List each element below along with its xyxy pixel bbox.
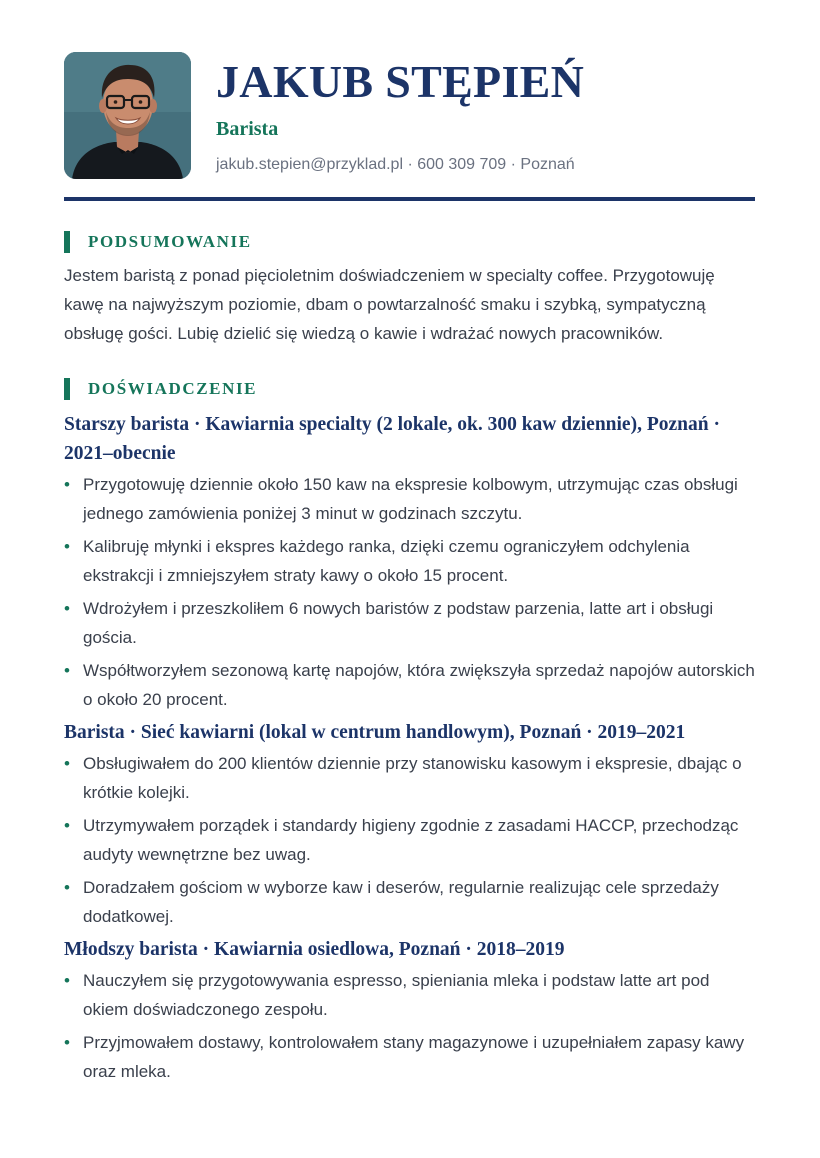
header-text	[216, 52, 584, 175]
candidate-name: JAKUB STĘPIEŃ	[216, 56, 585, 107]
bullet-item	[64, 594, 755, 652]
bullet-text: Przyjmowałem dostawy, kontrolowałem stany magazynowe i uzupełniałem zapasy kawy oraz mleka.	[83, 1033, 745, 1081]
bullet-item	[64, 532, 755, 590]
bullet-text: Obsługiwałem do 200 klientów dziennie przy stanowisku kasowym i ekspresie, dbając o krótkie kolejki.	[83, 754, 742, 802]
bullet-dot-icon: •	[64, 816, 70, 835]
job-heading: Młodszy barista · Kawiarnia osiedlowa, Poznań · 2018–2019	[64, 939, 565, 960]
bullet-dot-icon: •	[64, 537, 70, 556]
bullet-text: Utrzymywałem porządek i standardy higieny zgodnie z zasadami HACCP, przechodząc audyty wewnętrzne bez uwag.	[83, 816, 739, 864]
experience-section-header	[64, 378, 755, 400]
bullet-item	[64, 656, 755, 714]
job-heading: Barista · Sieć kawiarni (lokal w centrum handlowym), Poznań · 2019–2021	[64, 722, 686, 743]
job-bullets	[64, 966, 755, 1086]
section-accent-bar	[64, 378, 70, 400]
bullet-dot-icon: •	[64, 754, 70, 773]
bullet-item	[64, 811, 755, 869]
job-entry	[64, 718, 755, 931]
bullet-text: Kalibruję młynki i ekspres każdego ranka, dzięki czemu ograniczyłem odchylenia ekstrakcji i zmniejszyłem straty kawy o około 15 procent.	[83, 537, 690, 585]
bullet-dot-icon: •	[64, 661, 70, 680]
header-divider	[64, 197, 755, 201]
bullet-dot-icon: •	[64, 1033, 70, 1052]
bullet-text: Wdrożyłem i przeszkoliłem 6 nowych baristów z podstaw parzenia, latte art i obsługi gościa.	[83, 599, 714, 647]
section-accent-bar	[64, 231, 70, 253]
bullet-item	[64, 966, 755, 1024]
resume-page	[64, 52, 755, 1090]
job-heading: Starszy barista · Kawiarnia specialty (2 lokale, ok. 300 kaw dziennie), Poznań · 2021–obecnie	[64, 414, 720, 464]
bullet-dot-icon: •	[64, 599, 70, 618]
bullet-dot-icon: •	[64, 475, 70, 494]
summary-section-header	[64, 231, 755, 253]
bullet-item	[64, 873, 755, 931]
portrait-image	[64, 52, 191, 179]
bullet-text: Nauczyłem się przygotowywania espresso, spieniania mleka i podstaw latte art pod okiem doświadczonego zespołu.	[83, 971, 710, 1019]
resume-header	[64, 52, 755, 180]
bullet-item	[64, 1028, 755, 1086]
job-role: Barista	[216, 118, 279, 140]
job-bullets	[64, 470, 755, 714]
bullet-dot-icon: •	[64, 878, 70, 897]
experience-section-title: DOŚWIADCZENIE	[88, 379, 258, 398]
bullet-text: Współtworzyłem sezonową kartę napojów, która zwiększyła sprzedaż napojów autorskich o około 20 procent.	[83, 661, 755, 709]
summary-text: Jestem baristą z ponad pięcioletnim doświadczeniem w specialty coffee. Przygotowuję kawę na najwyższym poziomie, dbam o powtarzalność smaku i szybką, sympatyczną obsługę gości. Lubię dzielić się wiedzą o kawie i wdrażać nowych pracowników.	[64, 266, 715, 343]
bullet-text: Przygotowuję dziennie około 150 kaw na ekspresie kolbowym, utrzymując czas obsługi jednego zamówienia poniżej 3 minut w godzinach szczytu.	[83, 475, 738, 523]
profile-photo	[64, 52, 191, 179]
bullet-dot-icon: •	[64, 971, 70, 990]
job-entry	[64, 935, 755, 1086]
summary-section-title: PODSUMOWANIE	[88, 232, 252, 251]
contact-info: jakub.stepien@przyklad.pl · 600 309 709 · Poznań	[216, 156, 575, 173]
bullet-text: Doradzałem gościom w wyborze kaw i deserów, regularnie realizując cele sprzedaży dodatkowej.	[83, 878, 719, 926]
job-bullets	[64, 749, 755, 931]
bullet-item	[64, 470, 755, 528]
job-entry	[64, 410, 755, 714]
bullet-item	[64, 749, 755, 807]
